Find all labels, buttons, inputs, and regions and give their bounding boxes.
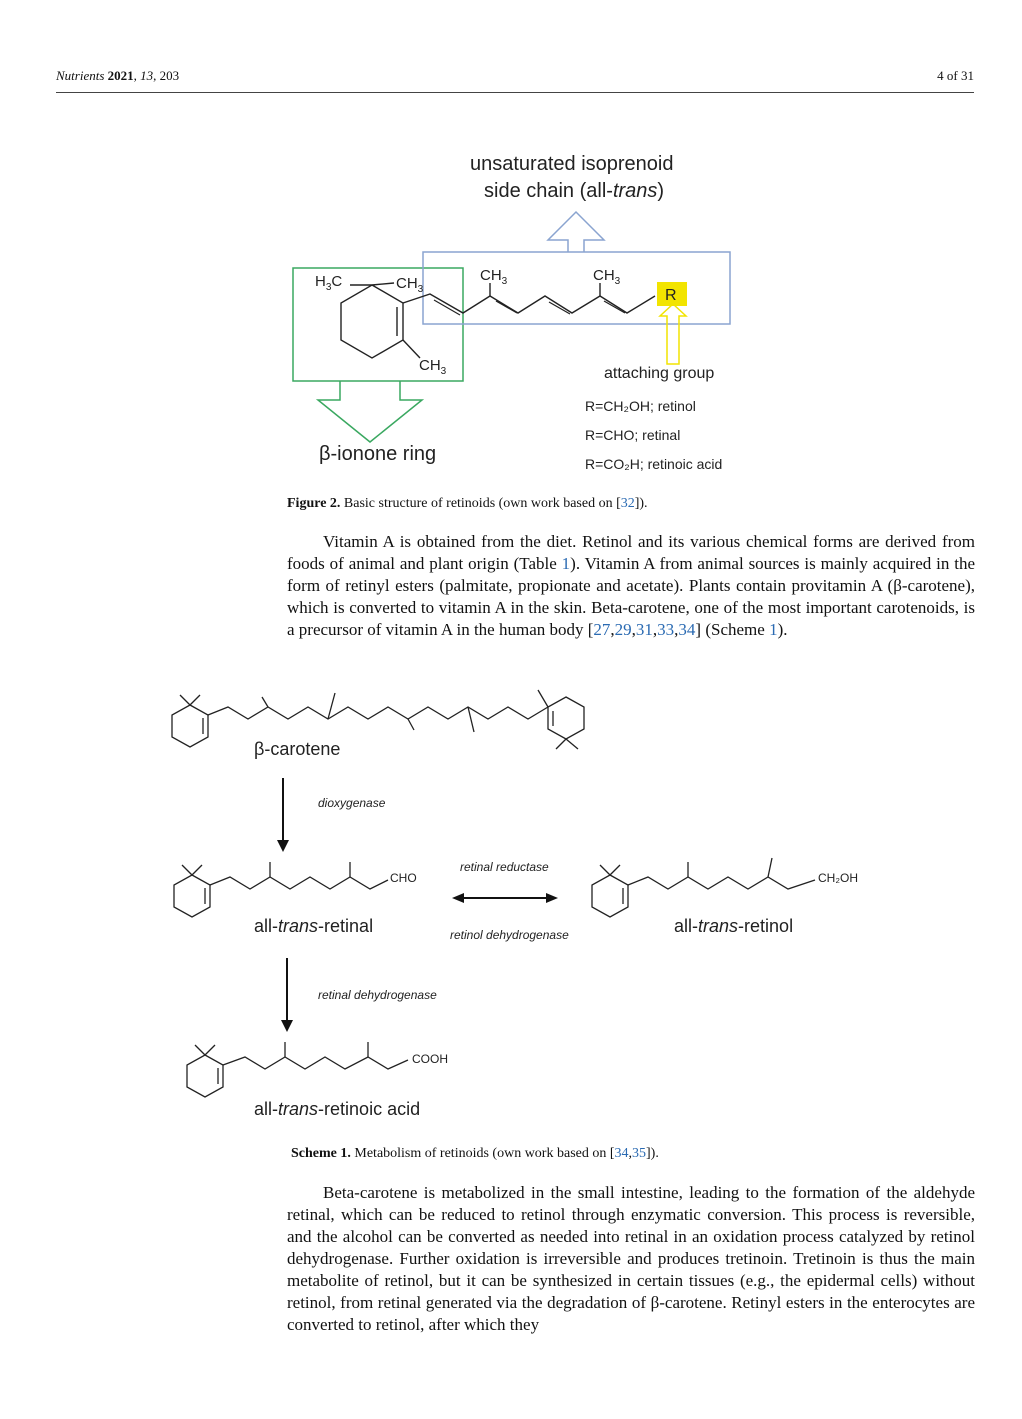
citation-link[interactable]: 29 <box>614 620 632 639</box>
ring-structure <box>341 285 403 358</box>
side-chain-title-line2: side chain (all-trans) <box>484 180 665 202</box>
retinoic-acid-label: all-trans-retinoic acid <box>254 1099 421 1119</box>
ch3-label: $CH_3$ <box>593 267 621 287</box>
carotene-chain <box>208 707 548 719</box>
journal-citation: Nutrients 2021, 13, 203 <box>56 68 180 83</box>
scheme-1-caption: Scheme 1. Metabolism of retinoids (own work based on [34,35]). <box>291 1146 659 1161</box>
variant-retinol: R=CH₂OH; retinol <box>585 398 696 414</box>
journal-volume: 13 <box>140 68 154 83</box>
ch3-label: $CH_3$ <box>396 275 424 295</box>
retinal-dehydrogenase-label: retinal dehydrogenase <box>318 988 437 1002</box>
retinal-chain <box>210 877 388 889</box>
variant-retinoic-acid: R=CO₂H; retinoic acid <box>585 456 723 472</box>
paragraph-2: Beta-carotene is metabolized in the small intestine, leading to the formation of the aldehyde retinal, which can be reduced to retinol through enzymatic conversion. This process is reversible, and the alcohol can be converted as needed into retinal in an oxidation process catalyzed by retinol dehydrogenase. Further oxidation is irreversible and produces tretinoin. Tretinoin is thus the main metabolite of retinol, but it can be synthesized in certain tissues (e.g., the epidermal cells) without retinol, from retinal generated via the degradation of β-carotene. Retinyl esters in the enterocytes are converted to retinol, after which they <box>287 1183 975 1334</box>
table-link[interactable]: 1 <box>561 554 571 573</box>
beta-ionone-label: β-ionone ring <box>319 443 437 465</box>
ch2oh-label: CH₂OH <box>818 871 858 885</box>
figure-2-structure <box>0 0 1022 500</box>
citation-link[interactable]: 34 <box>678 620 696 639</box>
h3c-label: $H_3C$ <box>315 273 343 293</box>
beta-carotene-label: β-carotene <box>254 739 341 759</box>
cho-label: CHO <box>390 871 417 885</box>
citation-link[interactable]: 35 <box>632 1146 647 1161</box>
citation-link[interactable]: 27 <box>593 620 611 639</box>
citation-link[interactable]: 32 <box>620 496 635 511</box>
citation-link[interactable]: 33 <box>657 620 675 639</box>
ch3-label: $CH_3$ <box>419 357 447 377</box>
scheme-1-metabolism <box>0 670 1022 1140</box>
retinol-dehydrogenase-label: retinol dehydrogenase <box>450 928 569 942</box>
up-arrow-icon <box>548 212 604 252</box>
attaching-arrow-icon <box>660 304 686 364</box>
dioxygenase-label: dioxygenase <box>318 796 386 810</box>
retinoic-chain <box>223 1057 408 1069</box>
ch3-label: $CH_3$ <box>480 267 508 287</box>
variant-retinal: R=CHO; retinal <box>585 427 681 443</box>
journal-name: Nutrients <box>56 68 105 83</box>
paragraph-1: Vitamin A is obtained from the diet. Retinol and its various chemical forms are derived from foods of animal and plant origin (Table 1). Vitamin A from animal sources is mainly acquired in the form of retinyl esters (palmitate, propionate and acetate). Plants contain provitamin A (β-carotene), which is converted to vitamin A in the skin. Beta-carotene, one of the most important carotenoids, is a precursor of vitamin A in the human body [27,29,31,33,34] (Scheme 1). <box>287 532 976 639</box>
retinal-reductase-label: retinal reductase <box>460 860 549 874</box>
scheme-link[interactable]: 1 <box>769 620 778 639</box>
article-number: 203 <box>159 68 180 83</box>
side-chain-title-line1: unsaturated isoprenoid <box>470 153 674 175</box>
retinol-label: all-trans-retinol <box>674 916 794 936</box>
citation-link[interactable]: 34 <box>614 1146 629 1161</box>
attaching-group-label: attaching group <box>604 365 715 382</box>
retinal-label: all-trans-retinal <box>254 916 374 936</box>
citation-link[interactable]: 31 <box>635 620 653 639</box>
r-group-label: R <box>665 287 677 304</box>
page-number: 4 of 31 <box>937 68 974 83</box>
retinol-chain <box>628 877 815 889</box>
down-arrow-icon <box>318 381 422 442</box>
cooh-label: COOH <box>412 1052 448 1066</box>
journal-year: 2021 <box>107 68 134 83</box>
figure-2-caption: Figure 2. Basic structure of retinoids (own work based on [32]). <box>287 496 648 511</box>
